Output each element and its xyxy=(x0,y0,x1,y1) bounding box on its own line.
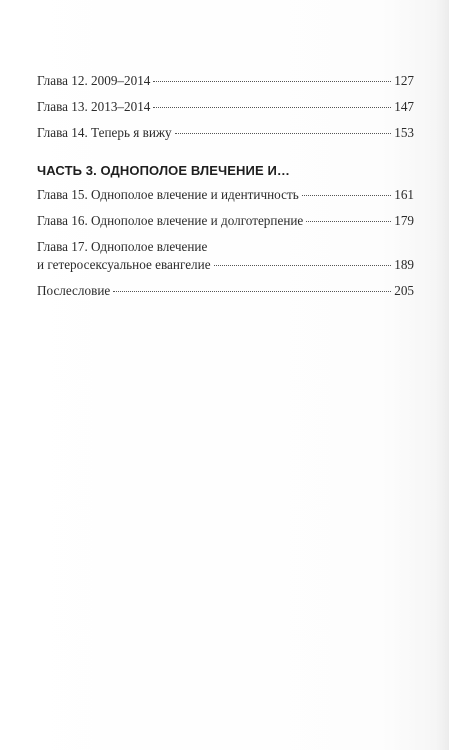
table-of-contents xyxy=(37,72,414,300)
toc-entry-title: Глава 16. Однополое влечение и долготерпение xyxy=(37,213,304,228)
toc-entry-page: 147 xyxy=(394,99,414,114)
toc-entry-afterword[interactable] xyxy=(37,282,414,300)
dot-leader xyxy=(153,107,391,108)
toc-entry-page: 179 xyxy=(394,213,414,228)
dot-leader xyxy=(306,221,391,222)
dot-leader xyxy=(302,195,391,196)
toc-entry-title: Глава 13. 2013–2014 xyxy=(37,99,151,114)
toc-entry-title: Глава 14. Теперь я вижу xyxy=(37,125,172,140)
toc-entry-page: 153 xyxy=(394,125,414,140)
toc-entry-page: 161 xyxy=(394,187,414,202)
toc-entry-page: 189 xyxy=(394,257,414,272)
toc-entry-chapter-17[interactable] xyxy=(37,238,414,274)
part-heading: ЧАСТЬ 3. ОДНОПОЛОЕ ВЛЕЧЕНИЕ И… xyxy=(37,163,290,178)
toc-entry-chapter-14[interactable] xyxy=(37,124,414,142)
toc-entry-title: Послесловие xyxy=(37,283,111,298)
toc-entry-page: 127 xyxy=(394,73,414,88)
toc-entry-page: 205 xyxy=(394,283,414,298)
toc-entry-chapter-12[interactable] xyxy=(37,72,414,90)
toc-entry-title: Глава 12. 2009–2014 xyxy=(37,73,151,88)
toc-entry-chapter-16[interactable] xyxy=(37,212,414,230)
dot-leader xyxy=(113,291,391,292)
toc-entry-title-line2: и гетеросексуальное евангелие xyxy=(37,257,211,272)
toc-entry-title: Глава 15. Однополое влечение и идентичность xyxy=(37,187,299,202)
dot-leader xyxy=(153,81,391,82)
toc-entry-chapter-13[interactable] xyxy=(37,98,414,116)
dot-leader xyxy=(214,265,392,266)
toc-entry-chapter-15[interactable] xyxy=(37,186,414,204)
dot-leader xyxy=(175,133,392,134)
toc-entry-title-line1: Глава 17. Однополое влечение xyxy=(37,239,208,254)
